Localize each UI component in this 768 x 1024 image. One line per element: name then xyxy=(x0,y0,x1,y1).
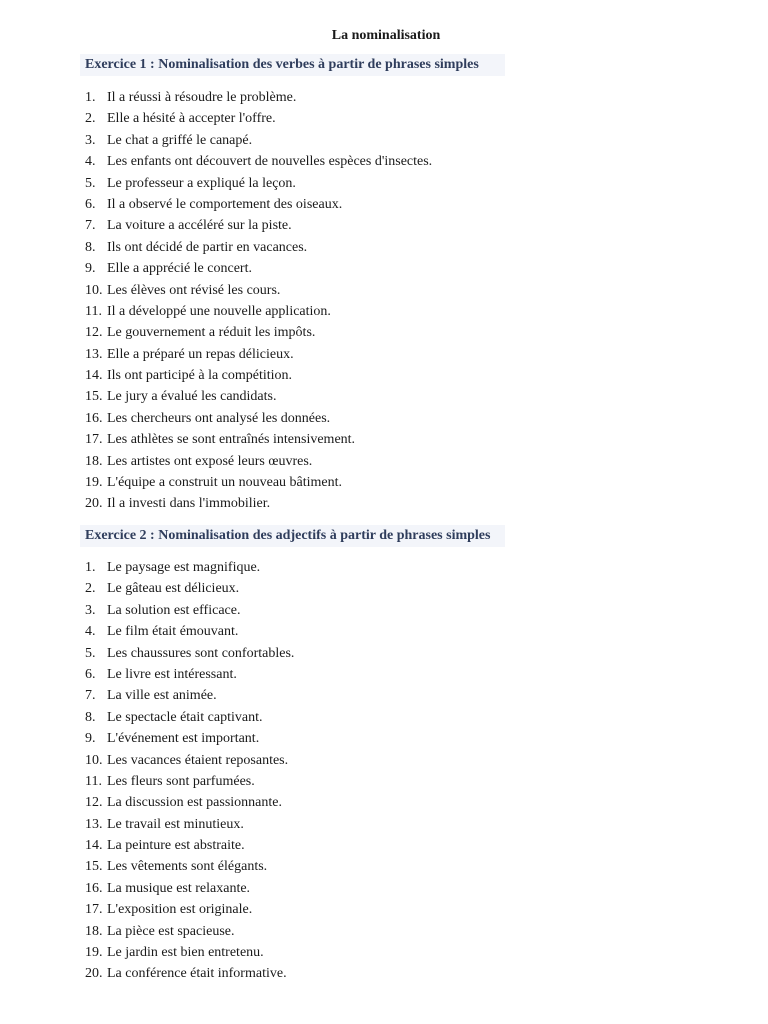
list-item xyxy=(85,942,294,963)
page-title: La nominalisation xyxy=(331,28,441,43)
item-sentence: La peinture est abstraite. xyxy=(107,838,245,854)
item-number: 10. xyxy=(85,282,103,298)
item-number: 2. xyxy=(85,581,96,597)
exercise-2-list xyxy=(85,557,294,985)
item-number: 8. xyxy=(85,709,96,725)
list-item xyxy=(85,771,294,792)
item-sentence: Le film était émouvant. xyxy=(107,624,239,640)
item-number: 16. xyxy=(85,880,103,896)
list-item xyxy=(85,664,294,685)
item-number: 9. xyxy=(85,731,96,747)
list-item xyxy=(85,899,294,920)
list-item xyxy=(85,578,294,599)
item-sentence: L'équipe a construit un nouveau bâtiment. xyxy=(107,475,343,491)
item-number: 5. xyxy=(85,645,96,661)
item-sentence: Le chat a griffé le canapé. xyxy=(107,132,253,148)
list-item xyxy=(85,493,432,514)
item-number: 1. xyxy=(85,560,96,575)
item-number: 7. xyxy=(85,688,96,704)
list-item xyxy=(85,365,432,386)
item-sentence: Le jury a évalué les candidats. xyxy=(107,389,277,405)
item-sentence: Le gâteau est délicieux. xyxy=(107,581,240,597)
list-item xyxy=(85,643,294,664)
item-number: 3. xyxy=(85,602,96,618)
list-item xyxy=(85,344,432,365)
item-number: 1. xyxy=(85,90,96,105)
list-item xyxy=(85,856,294,877)
list-item xyxy=(85,237,432,258)
list-item xyxy=(85,408,432,429)
item-sentence: Il a réussi à résoudre le problème. xyxy=(107,90,297,105)
list-item xyxy=(85,472,432,493)
list-item xyxy=(85,130,432,151)
item-sentence: Le spectacle était captivant. xyxy=(107,709,263,725)
item-sentence: Ils ont participé à la compétition. xyxy=(107,368,293,384)
item-sentence: Elle a hésité à accepter l'offre. xyxy=(107,111,276,127)
item-number: 12. xyxy=(85,325,103,341)
item-sentence: Les athlètes se sont entraînés intensivement. xyxy=(107,432,356,448)
list-item xyxy=(85,451,432,472)
item-number: 14. xyxy=(85,838,103,854)
item-number: 10. xyxy=(85,752,103,768)
item-sentence: L'événement est important. xyxy=(107,731,260,747)
item-number: 20. xyxy=(85,966,103,982)
item-sentence: La musique est relaxante. xyxy=(107,880,251,896)
item-sentence: La solution est efficace. xyxy=(107,602,241,618)
item-number: 15. xyxy=(85,389,103,405)
item-sentence: Elle a préparé un repas délicieux. xyxy=(107,346,294,362)
item-number: 17. xyxy=(85,432,103,448)
list-item xyxy=(85,963,294,984)
item-number: 4. xyxy=(85,154,96,170)
item-number: 17. xyxy=(85,902,103,918)
item-number: 16. xyxy=(85,410,103,426)
list-item xyxy=(85,750,294,771)
item-sentence: La pièce est spacieuse. xyxy=(107,923,235,939)
item-number: 20. xyxy=(85,496,103,512)
item-number: 18. xyxy=(85,453,103,469)
list-item xyxy=(85,814,294,835)
list-item xyxy=(85,173,432,194)
item-sentence: Il a investi dans l'immobilier. xyxy=(107,496,271,512)
item-sentence: Les chercheurs ont analysé les données. xyxy=(107,410,331,426)
list-item xyxy=(85,87,432,108)
list-item xyxy=(85,194,432,215)
list-item xyxy=(85,685,294,706)
item-sentence: Le professeur a expliqué la leçon. xyxy=(107,175,296,191)
item-sentence: Les vêtements sont élégants. xyxy=(107,859,268,875)
item-sentence: Les fleurs sont parfumées. xyxy=(107,773,255,789)
item-number: 8. xyxy=(85,239,96,255)
list-item xyxy=(85,301,432,322)
exercise-1-list xyxy=(85,87,432,515)
list-item xyxy=(85,792,294,813)
list-item xyxy=(85,322,432,343)
exercise-1-heading: Exercice 1 : Nominalisation des verbes à partir de phrases simples xyxy=(80,54,505,76)
item-sentence: Il a développé une nouvelle application. xyxy=(107,303,331,319)
item-number: 5. xyxy=(85,175,96,191)
list-item xyxy=(85,151,432,172)
list-item xyxy=(85,557,294,578)
list-item xyxy=(85,258,432,279)
item-number: 6. xyxy=(85,196,96,212)
item-number: 19. xyxy=(85,475,103,491)
item-sentence: Le livre est intéressant. xyxy=(107,666,237,682)
item-sentence: Il a observé le comportement des oiseaux. xyxy=(107,196,343,212)
item-sentence: Elle a apprécié le concert. xyxy=(107,261,252,277)
item-number: 2. xyxy=(85,111,96,127)
item-sentence: Le jardin est bien entretenu. xyxy=(107,945,264,961)
list-item xyxy=(85,921,294,942)
item-number: 4. xyxy=(85,624,96,640)
list-item xyxy=(85,728,294,749)
list-item xyxy=(85,835,294,856)
item-number: 6. xyxy=(85,666,96,682)
list-item xyxy=(85,386,432,407)
item-sentence: L'exposition est originale. xyxy=(107,902,253,918)
item-sentence: Les chaussures sont confortables. xyxy=(107,645,295,661)
item-sentence: La conférence était informative. xyxy=(107,966,287,982)
list-item xyxy=(85,215,432,236)
list-item xyxy=(85,707,294,728)
item-number: 13. xyxy=(85,346,103,362)
list-item xyxy=(85,600,294,621)
item-sentence: Ils ont décidé de partir en vacances. xyxy=(107,239,308,255)
item-sentence: La discussion est passionnante. xyxy=(107,795,282,811)
list-item xyxy=(85,108,432,129)
item-number: 11. xyxy=(85,773,102,789)
item-sentence: La voiture a accéléré sur la piste. xyxy=(107,218,292,234)
item-sentence: Les artistes ont exposé leurs œuvres. xyxy=(107,453,313,469)
item-number: 19. xyxy=(85,945,103,961)
list-item xyxy=(85,429,432,450)
item-number: 7. xyxy=(85,218,96,234)
item-number: 18. xyxy=(85,923,103,939)
item-number: 15. xyxy=(85,859,103,875)
item-number: 14. xyxy=(85,368,103,384)
list-item xyxy=(85,280,432,301)
exercise-2-heading: Exercice 2 : Nominalisation des adjectifs à partir de phrases simples xyxy=(80,525,505,547)
item-number: 3. xyxy=(85,132,96,148)
item-number: 13. xyxy=(85,816,103,832)
list-item xyxy=(85,878,294,899)
item-sentence: La ville est animée. xyxy=(107,688,217,704)
item-sentence: Les élèves ont révisé les cours. xyxy=(107,282,281,298)
item-number: 11. xyxy=(85,303,102,319)
item-sentence: Les vacances étaient reposantes. xyxy=(107,752,289,768)
item-sentence: Le gouvernement a réduit les impôts. xyxy=(107,325,316,341)
item-sentence: Les enfants ont découvert de nouvelles espèces d'insectes. xyxy=(107,154,433,170)
item-sentence: Le travail est minutieux. xyxy=(107,816,244,832)
list-item xyxy=(85,621,294,642)
item-number: 9. xyxy=(85,261,96,277)
item-number: 12. xyxy=(85,795,103,811)
item-sentence: Le paysage est magnifique. xyxy=(107,560,261,575)
